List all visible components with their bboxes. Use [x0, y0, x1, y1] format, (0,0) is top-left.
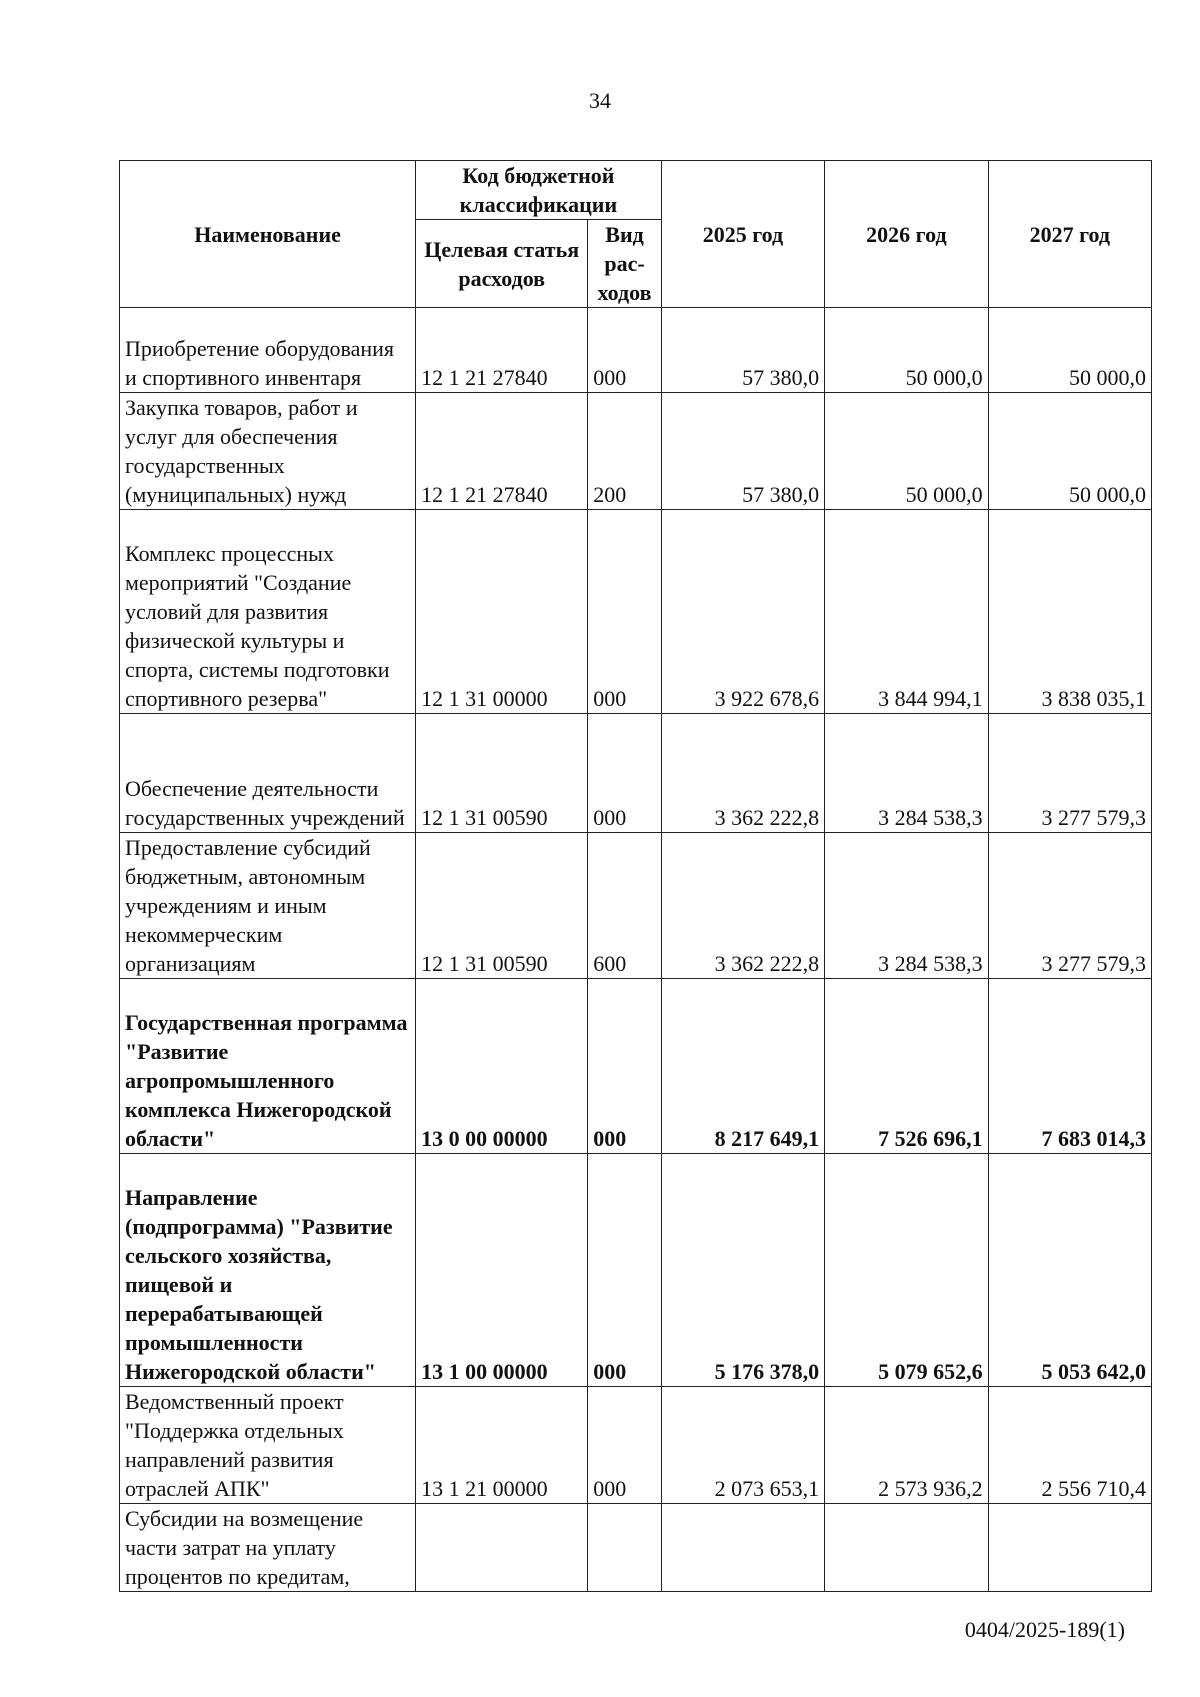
row-kind: 000 — [588, 308, 661, 393]
row-code: 12 1 21 27840 — [416, 393, 588, 510]
row-2027: 5 053 642,0 — [988, 1154, 1151, 1387]
row-2025: 57 380,0 — [661, 393, 824, 510]
row-kind — [588, 1504, 661, 1592]
row-2026: 50 000,0 — [825, 308, 988, 393]
table-row — [120, 1154, 1152, 1387]
row-kind: 000 — [588, 1387, 661, 1504]
row-2025: 3 362 222,8 — [661, 833, 824, 979]
row-2025 — [661, 1504, 824, 1592]
document-id: 0404/2025-189(1) — [964, 1617, 1125, 1642]
row-kind: 000 — [588, 1154, 661, 1387]
row-2026 — [825, 1504, 988, 1592]
table-row — [120, 510, 1152, 714]
row-name: Приобретение оборудования и спортивного инвентаря — [120, 308, 416, 393]
table-row — [120, 308, 1152, 393]
row-code: 13 1 21 00000 — [416, 1387, 588, 1504]
row-2025: 5 176 378,0 — [661, 1154, 824, 1387]
row-2027: 50 000,0 — [988, 393, 1151, 510]
row-2025: 3 362 222,8 — [661, 714, 824, 833]
row-2027: 3 277 579,3 — [988, 833, 1151, 979]
row-2027: 50 000,0 — [988, 308, 1151, 393]
row-name: Направление (подпрограмма) "Развитие сельского хозяйства, пищевой и перерабатывающей промышленности Нижегородской области" — [120, 1154, 416, 1387]
row-code: 13 0 00 00000 — [416, 979, 588, 1154]
header-expense-kind: Вид рас-ходов — [588, 220, 661, 308]
table-row — [120, 393, 1152, 510]
row-name: Комплекс процессных мероприятий "Создание условий для развития физической культуры и спорта, системы подготовки спортивного резерва" — [120, 510, 416, 714]
table-row — [120, 979, 1152, 1154]
row-2025: 8 217 649,1 — [661, 979, 824, 1154]
row-name: Закупка товаров, работ и услуг для обеспечения государственных (муниципальных) нужд — [120, 393, 416, 510]
row-2027 — [988, 1504, 1151, 1592]
row-2026: 5 079 652,6 — [825, 1154, 988, 1387]
row-2026: 3 284 538,3 — [825, 833, 988, 979]
row-2025: 2 073 653,1 — [661, 1387, 824, 1504]
row-code — [416, 1504, 588, 1592]
row-2027: 2 556 710,4 — [988, 1387, 1151, 1504]
table-row — [120, 714, 1152, 833]
header-row-top — [120, 161, 1152, 220]
row-code: 13 1 00 00000 — [416, 1154, 588, 1387]
table-row — [120, 1504, 1152, 1592]
row-2026: 3 844 994,1 — [825, 510, 988, 714]
row-code: 12 1 21 27840 — [416, 308, 588, 393]
row-name: Ведомственный проект "Поддержка отдельных направлений развития отраслей АПК" — [120, 1387, 416, 1504]
row-2026: 50 000,0 — [825, 393, 988, 510]
budget-table — [119, 160, 1152, 1592]
table-row — [120, 833, 1152, 979]
row-kind: 600 — [588, 833, 661, 979]
row-kind: 000 — [588, 979, 661, 1154]
row-code: 12 1 31 00000 — [416, 510, 588, 714]
row-name: Обеспечение деятельности государственных учреждений — [120, 714, 416, 833]
row-2025: 57 380,0 — [661, 308, 824, 393]
row-code: 12 1 31 00590 — [416, 714, 588, 833]
page-number: 34 — [589, 88, 611, 113]
header-target-article: Целевая статья расходов — [416, 220, 588, 308]
header-year-2025: 2025 год — [661, 161, 824, 308]
row-2026: 3 284 538,3 — [825, 714, 988, 833]
header-name: Наименование — [120, 161, 416, 308]
header-year-2026: 2026 год — [825, 161, 988, 308]
header-year-2027: 2027 год — [988, 161, 1151, 308]
row-name: Предоставление субсидий бюджетным, автономным учреждениям и иным некоммерческим организациям — [120, 833, 416, 979]
row-kind: 200 — [588, 393, 661, 510]
row-2026: 2 573 936,2 — [825, 1387, 988, 1504]
row-name: Государственная программа "Развитие агропромышленного комплекса Нижегородской области" — [120, 979, 416, 1154]
row-2027: 3 838 035,1 — [988, 510, 1151, 714]
row-2027: 7 683 014,3 — [988, 979, 1151, 1154]
row-code: 12 1 31 00590 — [416, 833, 588, 979]
row-2027: 3 277 579,3 — [988, 714, 1151, 833]
row-kind: 000 — [588, 510, 661, 714]
row-2026: 7 526 696,1 — [825, 979, 988, 1154]
row-name: Субсидии на возмещение части затрат на уплату процентов по кредитам, — [120, 1504, 416, 1592]
table-row — [120, 1387, 1152, 1504]
row-kind: 000 — [588, 714, 661, 833]
header-code-group: Код бюджетной классификации — [416, 161, 662, 220]
row-2025: 3 922 678,6 — [661, 510, 824, 714]
